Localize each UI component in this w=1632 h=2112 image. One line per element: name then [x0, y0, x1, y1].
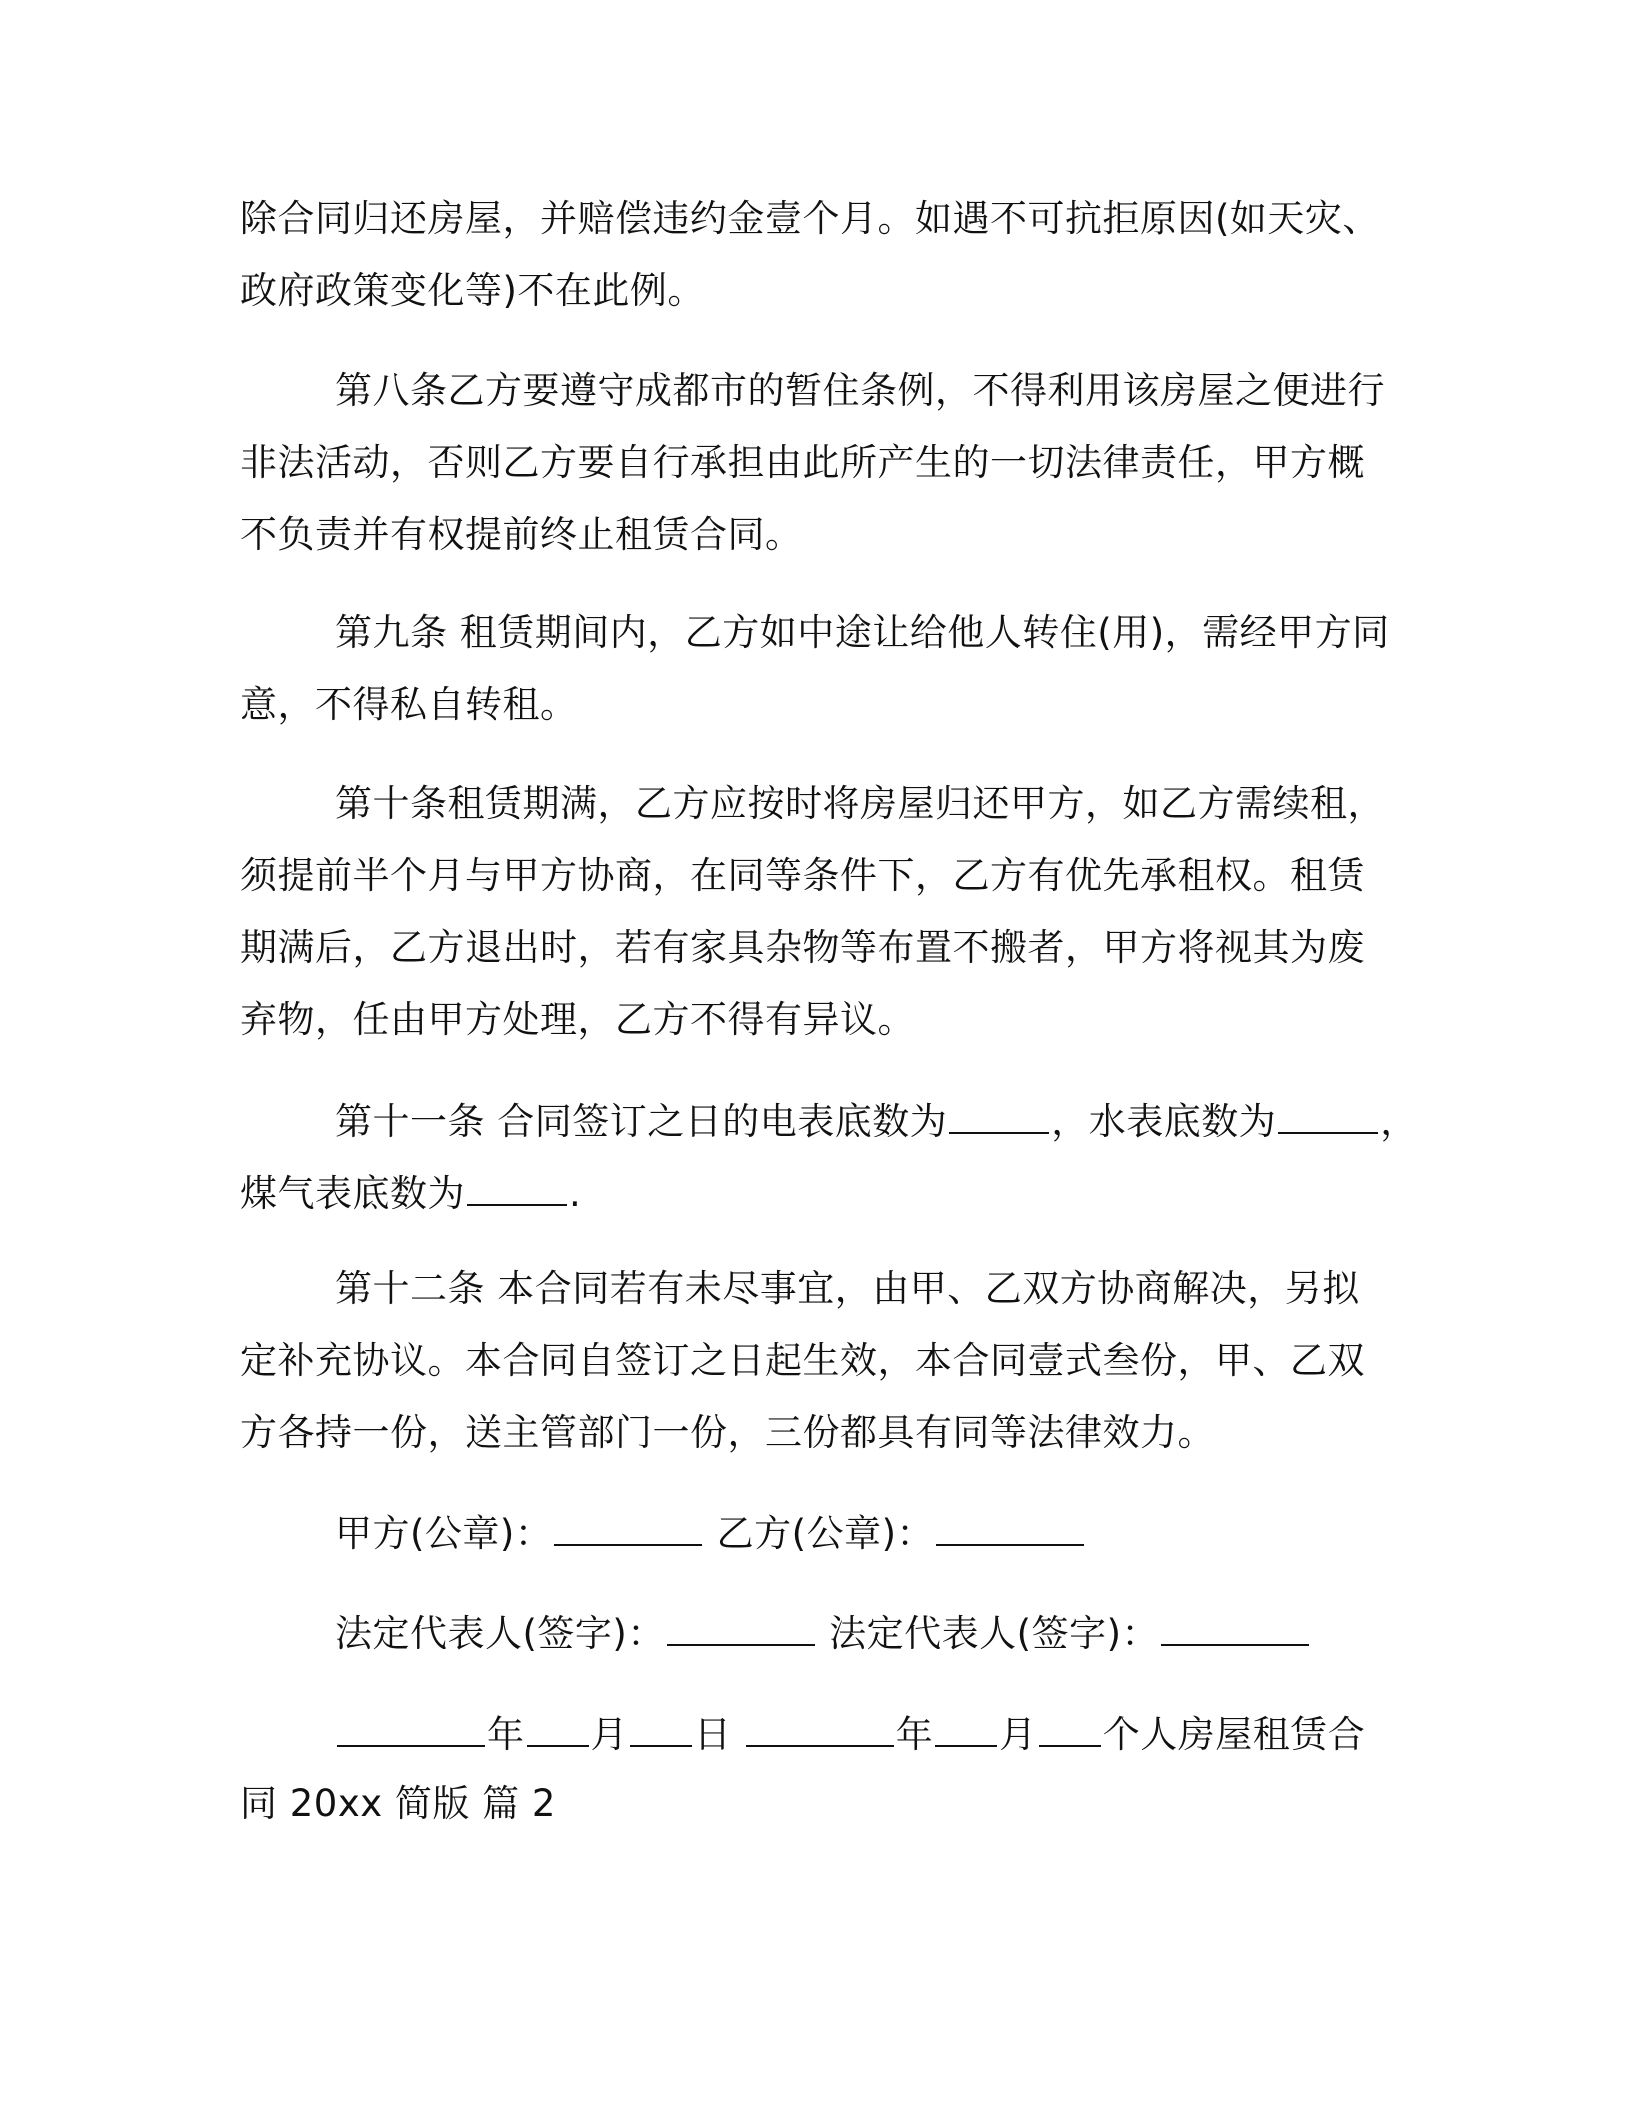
article-11-electric-label: 第十一条 合同签订之日的电表底数为 [335, 1100, 948, 1143]
article-12-line: 第十二条 本合同若有未尽事宜，由甲、乙双方协商解决，另拟 [335, 1267, 1360, 1310]
text-line: 弃物，任由甲方处理，乙方不得有异议。 [240, 998, 915, 1041]
month-label: 月 [590, 1713, 628, 1756]
rep-b-label: 法定代表人(签字)： [829, 1612, 1160, 1655]
month-label: 月 [999, 1713, 1037, 1756]
water-meter-blank [1278, 1100, 1378, 1134]
year-label: 年 [487, 1713, 525, 1756]
representative-line [335, 1612, 1311, 1655]
article-11-comma: ， [1380, 1100, 1418, 1143]
party-b-seal-label: 乙方(公章)： [716, 1512, 935, 1555]
rep-a-blank [667, 1612, 815, 1646]
day-b-blank [1039, 1713, 1101, 1747]
rep-b-blank [1161, 1612, 1309, 1646]
article-8-line: 第八条乙方要遵守成都市的暂住条例，不得利用该房屋之便进行 [335, 369, 1385, 412]
section-title-line: 同 20xx 简版 篇 2 [240, 1782, 556, 1825]
day-a-blank [630, 1713, 692, 1747]
seal-line [335, 1512, 1086, 1555]
text-line: 非法活动，否则乙方要自行承担由此所产生的一切法律责任，甲方概 [240, 441, 1365, 484]
text-line: 定补充协议。本合同自签订之日起生效，本合同壹式叁份，甲、乙双 [240, 1339, 1365, 1382]
text-line: 意，不得私自转租。 [240, 683, 578, 726]
article-11-line [335, 1100, 1418, 1143]
day-label: 日 [694, 1713, 732, 1756]
article-11-water-label: ，水表底数为 [1051, 1100, 1277, 1143]
text-line: 除合同归还房屋，并赔偿违约金壹个月。如遇不可抗拒原因(如天灾、 [240, 197, 1380, 240]
text-line: 政府政策变化等)不在此例。 [240, 269, 705, 312]
year-b-blank [746, 1713, 894, 1747]
party-a-seal-label: 甲方(公章)： [335, 1512, 553, 1555]
article-11-period: . [569, 1172, 582, 1215]
party-a-seal-blank [554, 1512, 702, 1546]
article-11-gas-label: 煤气表底数为 [240, 1172, 465, 1215]
article-9-line: 第九条 租赁期间内，乙方如中途让给他人转住(用)，需经甲方同 [335, 611, 1390, 654]
text-line: 不负责并有权提前终止租赁合同。 [240, 513, 803, 556]
year-label: 年 [895, 1713, 934, 1756]
electric-meter-blank [949, 1100, 1049, 1134]
rep-a-label: 法定代表人(签字)： [335, 1612, 665, 1655]
month-a-blank [527, 1713, 589, 1747]
gas-meter-blank [467, 1172, 567, 1206]
text-line: 方各持一份，送主管部门一份，三份都具有同等法律效力。 [240, 1411, 1215, 1454]
text-line: 须提前半个月与甲方协商，在同等条件下，乙方有优先承租权。租赁 [240, 854, 1365, 897]
date-line [335, 1713, 1366, 1756]
year-a-blank [337, 1713, 485, 1747]
party-b-seal-blank [936, 1512, 1084, 1546]
section-title-start: 个人房屋租赁合 [1102, 1713, 1366, 1756]
text-line: 期满后，乙方退出时，若有家具杂物等布置不搬者，甲方将视其为废 [240, 926, 1365, 969]
article-10-line: 第十条租赁期满，乙方应按时将房屋归还甲方，如乙方需续租， [335, 782, 1385, 825]
article-11-gas-line [240, 1172, 582, 1215]
month-b-blank [935, 1713, 997, 1747]
